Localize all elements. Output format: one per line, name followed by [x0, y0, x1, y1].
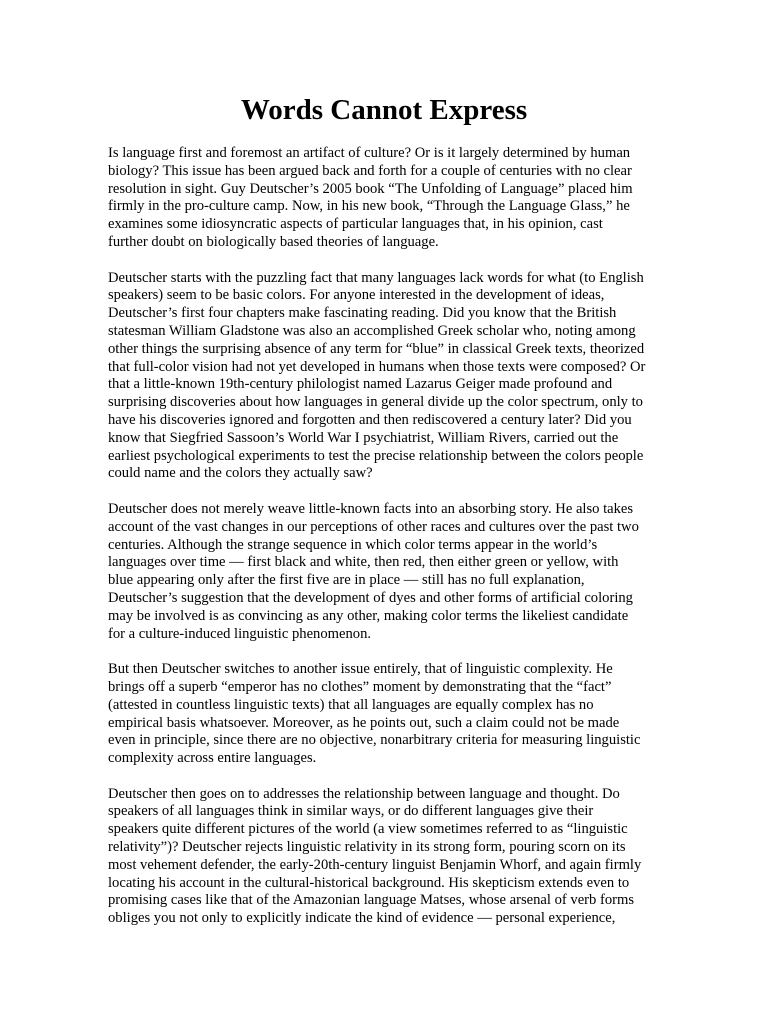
document-title: Words Cannot Express: [240, 94, 528, 126]
paragraph-3: Deutscher does not merely weave little-known facts into an absorbing story. He also takes account of the vast changes in our perceptions of other races and cultures over the past two centuries. Although the strange sequence in which color terms appear in the world’s languages over time — first black and white, then red, then either green or yellow, with blue appearing only after the first five are in place — still has no full explanation, Deutscher’s suggestion that the development of dyes and other forms of artificial coloring may be involved is as convincing as any other, making color terms the likeliest candidate for a culture-induced linguistic phenomenon.: [108, 500, 639, 642]
document-body: [108, 145, 664, 946]
paragraph-5: Deutscher then goes on to addresses the relationship between language and thought. Do speakers of all languages think in similar ways, or do different languages give their speakers quite different pictures of the world (a view sometimes referred to as “linguistic relativity”)? Deutscher rejects linguistic relativity in its strong form, pouring scorn on its most vehement defender, the early-20th-century linguist Benjamin Whorf, and again firmly locating his account in the cultural-historical background. His skepticism extends even to promising cases like that of the Amazonian language Matses, whose arsenal of verb forms obliges you not only to explicitly indicate the kind of evidence — personal experience,: [108, 785, 642, 927]
paragraph-2: Deutscher starts with the puzzling fact that many languages lack words for what (to English speakers) seem to be basic colors. For anyone interested in the development of ideas, Deutscher’s first four chapters make fascinating reading. Did you know that the British statesman William Gladstone was also an accomplished Greek scholar who, noting among other things the surprising absence of any term for “blue” in classical Greek texts, theorized that full-color vision had not yet developed in humans when those texts were composed? Or that a little-known 19th-century philologist named Lazarus Geiger made profound and surprising discoveries about how languages in general divide up the color spectrum, only to have his discoveries ignored and forgotten and then rediscovered a century later? Did you know that Siegfried Sassoon’s World War I psychiatrist, William Rivers, carried out the earliest psychological experiments to test the precise relationship between the colors people could name and the colors they actually saw?: [108, 269, 646, 482]
paragraph-1: Is language first and foremost an artifact of culture? Or is it largely determined by human biology? This issue has been argued back and forth for a couple of centuries with no clear resolution in sight. Guy Deutscher’s 2005 book “The Unfolding of Language” placed him firmly in the pro-culture camp. Now, in his new book, “Through the Language Glass,” he examines some idiosyncratic aspects of particular languages that, in his opinion, cast further doubt on biologically based theories of language.: [108, 145, 633, 250]
paragraph-4: But then Deutscher switches to another issue entirely, that of linguistic complexity. He brings off a superb “emperor has no clothes” moment by demonstrating that the “fact” (attested in countless linguistic texts) that all languages are equally complex has no empirical basis whatsoever. Moreover, as he points out, such a claim could not be made even in principle, since there are no objective, nonarbitrary criteria for measuring linguistic complexity across entire languages.: [108, 661, 641, 767]
